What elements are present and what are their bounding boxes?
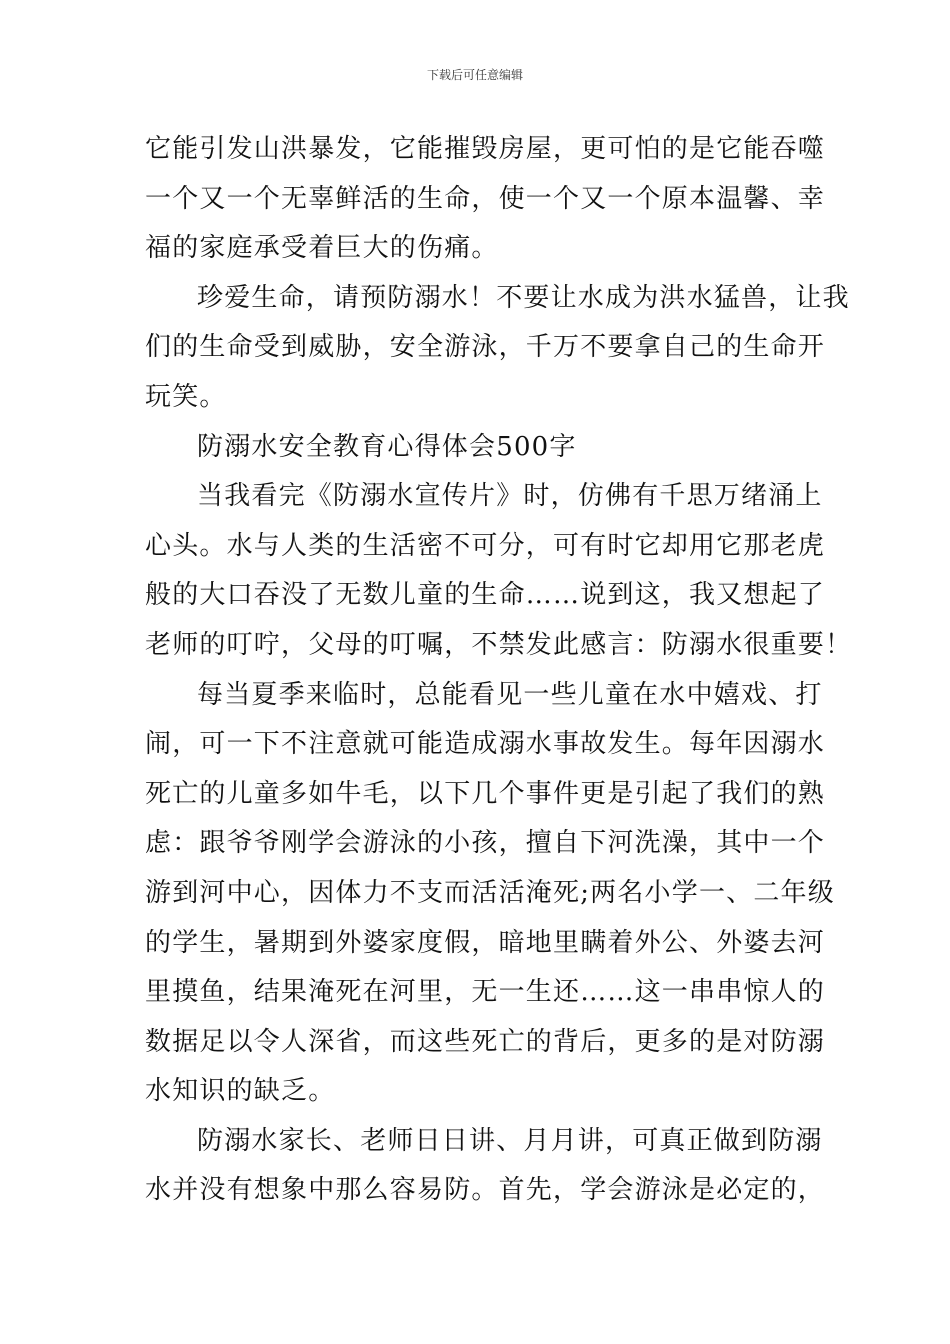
text-line: 里摸鱼，结果淹死在河里，无一生还……这一串串惊人的 [145,977,826,1008]
paragraph-5 [145,1117,826,1216]
text-line: 它能引发山洪暴发，它能摧毁房屋，更可怕的是它能吞噬 [145,134,826,164]
section-heading [145,423,809,473]
paragraph-1 [145,125,826,274]
text-line: 一个又一个无辜鲜活的生命，使一个又一个原本温馨、幸 [145,183,826,214]
text-line: 死亡的儿童多如牛毛，以下几个事件更是引起了我们的熟 [145,778,826,809]
text-line: 虑：跟爷爷刚学会游泳的小孩，擅自下河洗澡，其中一个 [145,828,826,859]
text-line: 每当夏季来临时，总能看见一些儿童在水中嬉戏、打 [197,679,823,710]
text-line: 水知识的缺乏。 [145,1076,336,1107]
text-line: 的学生，暑期到外婆家度假，暗地里瞒着外公、外婆去河 [145,927,826,958]
heading-text: 防溺水安全教育心得体会500字 [197,431,577,462]
text-line: 般的大口吞没了无数儿童的生命……说到这，我又想起了 [145,580,826,611]
paragraph-2 [145,274,850,423]
text-line: 玩笑。 [145,381,227,412]
text-line: 当我看完《防溺水宣传片》时，仿佛有千思万绪涌上 [197,481,823,512]
text-line: 水并没有想象中那么容易防。首先，学会游泳是必定的， [145,1175,826,1206]
text-line: 们的生命受到威胁，安全游泳，千万不要拿自己的生命开 [145,332,826,363]
paragraph-4 [145,671,835,1117]
text-line: 游到河中心，因体力不支而活活淹死;两名小学一、二年级 [145,877,835,908]
page-header-note: 下载后可任意编辑 [426,68,523,82]
text-line: 防溺水家长、老师日日讲、月月讲，可真正做到防溺 [197,1125,823,1156]
text-line: 闹，可一下不注意就可能造成溺水事故发生。每年因溺水 [145,729,826,760]
text-line: 福的家庭承受着巨大的伤痛。 [145,233,499,264]
document-body [145,125,853,1216]
text-line: 心头。水与人类的生活密不可分，可有时它却用它那老虎 [145,530,826,561]
text-line: 数据足以令人深省，而这些死亡的背后，更多的是对防溺 [145,1026,826,1057]
text-line: 老师的叮咛，父母的叮嘱，不禁发此感言：防溺水很重要！ [145,629,853,660]
paragraph-3 [145,472,853,670]
text-line: 珍爱生命，请预防溺水！不要让水成为洪水猛兽，让我 [197,282,850,313]
